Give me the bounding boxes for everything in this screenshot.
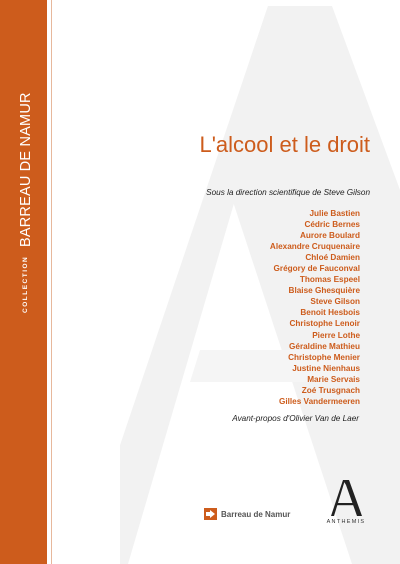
book-subtitle: Sous la direction scientifique de Steve Gilson (206, 188, 370, 197)
author-name: Benoit Hesbois (300, 308, 360, 318)
author-list (170, 208, 360, 407)
author-name: Justine Nienhaus (292, 363, 360, 373)
author-name: Zoé Trusgnach (301, 385, 360, 395)
footer-logo-text: Barreau de Namur (221, 509, 291, 519)
author-name: Gilles Vandermeeren (278, 396, 360, 406)
author-name: Julie Bastien (309, 209, 360, 218)
anthemis-letter-a-icon (326, 479, 366, 517)
spine-line (51, 0, 52, 564)
author-name: Marie Servais (307, 374, 360, 384)
author-name: Aurore Boulard (299, 231, 360, 241)
barreau-de-namur-logo-icon (204, 508, 217, 520)
author-name: Alexandre Cruquenaire (269, 242, 360, 252)
author-name: Chloé Damien (305, 253, 360, 263)
author-name: Christophe Lenoir (289, 319, 360, 329)
publisher-name: ANTHEMIS (326, 519, 366, 525)
author-name: Christophe Menier (288, 352, 360, 362)
author-name: Géraldine Mathieu (289, 341, 360, 351)
author-name: Grégory de Fauconval (273, 264, 360, 274)
author-name: Steve Gilson (310, 297, 360, 307)
author-name: Thomas Espeel (299, 275, 360, 285)
book-title: L'alcool et le droit (199, 132, 370, 157)
publisher-logo (320, 479, 372, 525)
collection-name: BARREAU DE NAMUR (18, 92, 34, 247)
author-name: Pierre Lothe (312, 330, 360, 340)
barreau-de-namur-logo (204, 508, 290, 520)
collection-label: COLLECTION (22, 255, 29, 313)
author-name: Cédric Bernes (304, 220, 360, 230)
author-name: Blaise Ghesquière (288, 286, 360, 296)
foreword-credit: Avant-propos d'Olivier Van de Laer (232, 414, 359, 423)
